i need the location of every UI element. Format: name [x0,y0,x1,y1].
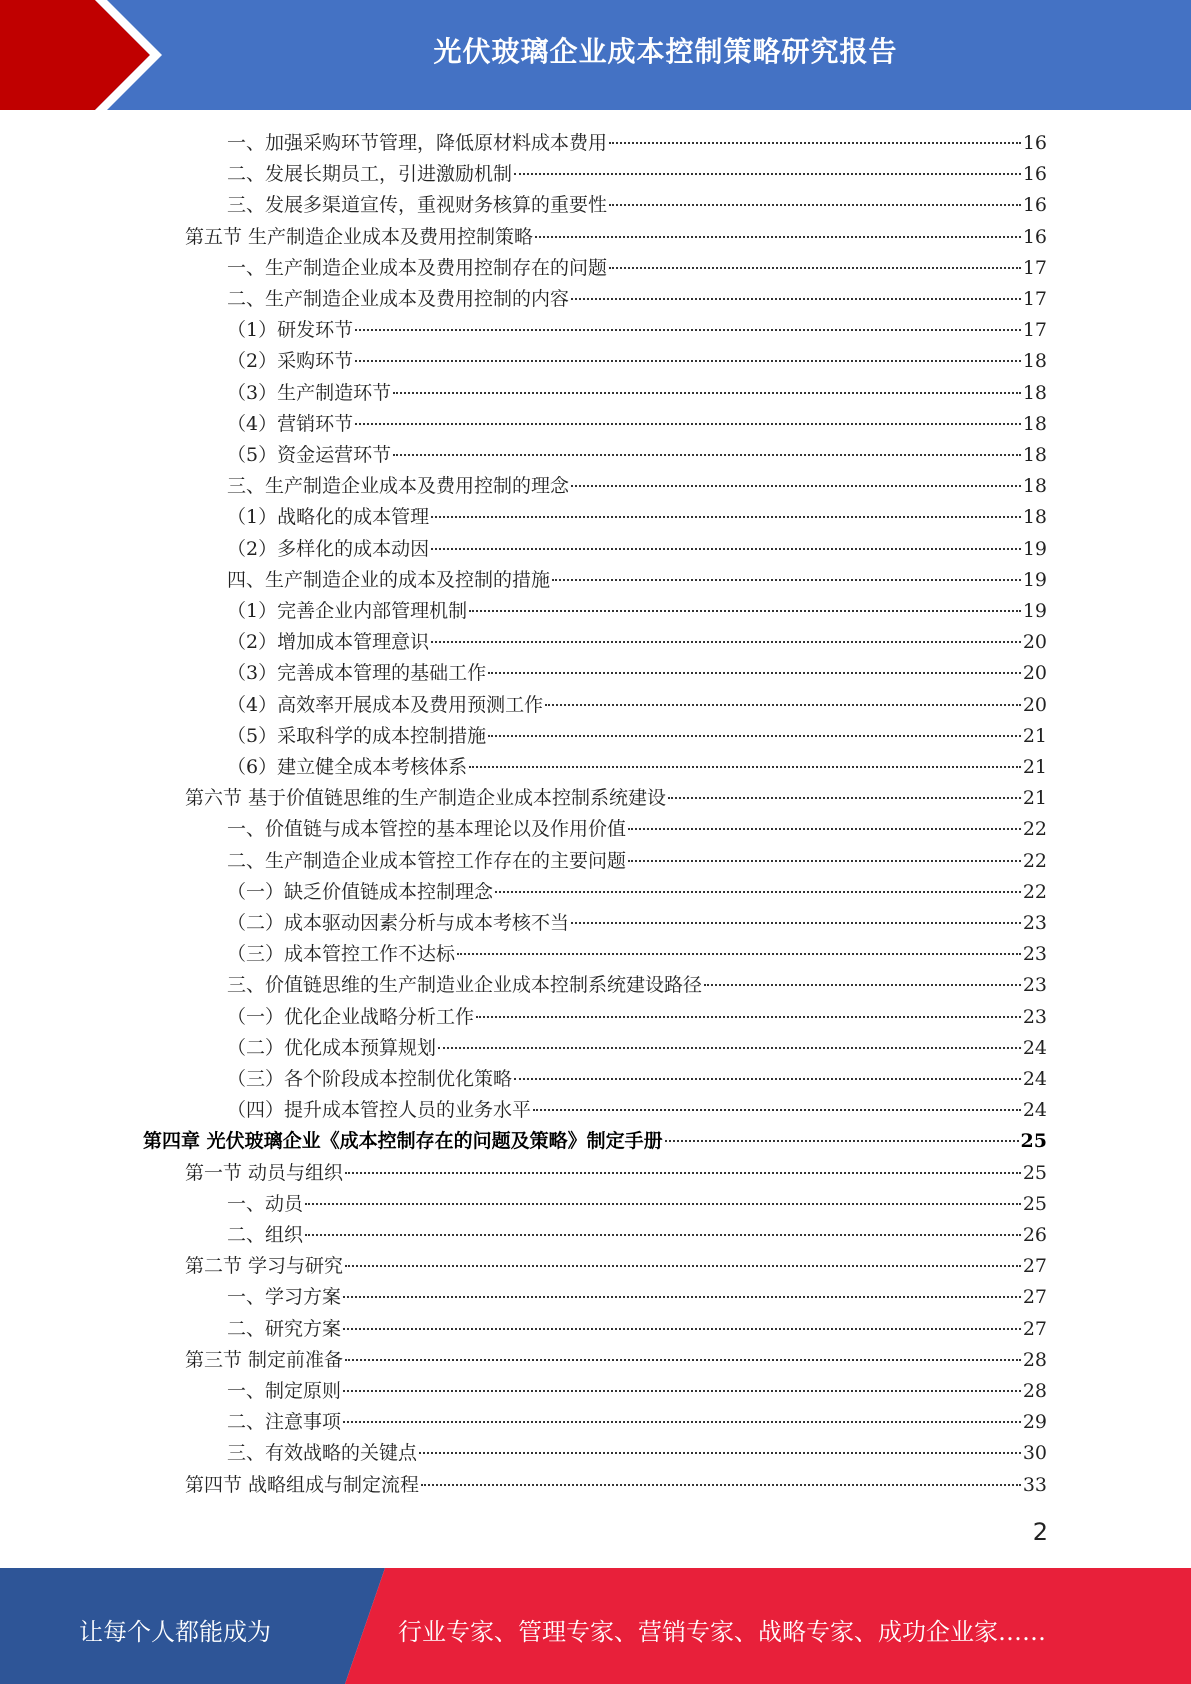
toc-entry[interactable] [227,1407,1047,1438]
toc-dot-leader [345,1172,1021,1174]
toc-entry-page: 27 [1022,1317,1047,1340]
toc-entry[interactable] [227,1282,1047,1313]
toc-entry[interactable] [227,690,1047,721]
toc-entry-page: 18 [1022,350,1047,373]
toc-entry[interactable] [227,128,1047,159]
toc-entry-title: （四）提升成本管控人员的业务水平 [227,1099,532,1122]
toc-dot-leader [704,984,1021,986]
toc-entry[interactable] [185,1470,1047,1501]
toc-dot-leader [345,1359,1021,1361]
toc-entry-title: （2）增加成本管理意识 [227,631,430,654]
toc-entry-page: 19 [1022,537,1047,560]
toc-entry[interactable] [227,159,1047,190]
toc-entry-title: （4）营销环节 [227,412,354,435]
toc-dot-leader [609,267,1021,269]
toc-entry-title: 第六节 基于价值链思维的生产制造企业成本控制系统建设 [185,787,667,810]
toc-dot-leader [552,579,1021,581]
toc-entry-page: 19 [1022,600,1047,622]
toc-entry[interactable] [185,1345,1047,1376]
toc-entry-title: 第四章 光伏玻璃企业《成本控制存在的问题及策略》制定手册 [143,1130,663,1153]
toc-entry-title: （2）多样化的成本动因 [227,537,430,560]
toc-entry-page: 20 [1022,693,1047,716]
toc-entry[interactable] [227,471,1047,502]
toc-dot-leader [665,1140,1019,1142]
toc-entry[interactable] [227,565,1047,596]
toc-entry-title: 三、发展多渠道宣传，重视财务核算的重要性 [227,194,608,217]
toc-dot-leader [345,1265,1021,1267]
toc-entry[interactable] [227,1220,1047,1251]
toc-entry[interactable] [227,190,1047,221]
toc-entry-title: （4）高效率开展成本及费用预测工作 [227,693,544,716]
toc-entry-title: 二、生产制造企业成本管控工作存在的主要问题 [227,849,627,872]
toc-entry-title: （1）完善企业内部管理机制 [227,600,468,622]
toc-entry-page: 26 [1022,1224,1047,1246]
toc-entry-page: 28 [1022,1380,1047,1402]
toc-dot-leader [609,204,1021,206]
toc-entry[interactable] [143,1126,1047,1157]
toc-entry-title: 一、学习方案 [227,1286,342,1309]
toc-entry-title: 第四节 战略组成与制定流程 [185,1473,420,1496]
toc-dot-leader [545,704,1021,706]
toc-entry-page: 20 [1022,662,1047,685]
toc-entry-title: （5）采取科学的成本控制措施 [227,724,487,747]
toc-entry-page: 25 [1022,1192,1047,1215]
toc-dot-leader [343,1296,1021,1298]
toc-entry[interactable] [227,534,1047,565]
toc-entry-title: （三）各个阶段成本控制优化策略 [227,1068,513,1090]
toc-dot-leader [571,298,1021,300]
toc-entry[interactable] [227,1095,1047,1126]
toc-entry-page: 27 [1022,1255,1047,1278]
toc-dot-leader [421,1484,1021,1486]
toc-dot-leader [393,392,1021,394]
toc-entry-page: 18 [1022,506,1047,529]
toc-entry[interactable] [227,253,1047,284]
toc-entry[interactable] [227,908,1047,939]
toc-entry-title: （2）采购环节 [227,350,354,373]
page-footer [0,1568,1191,1684]
toc-dot-leader [438,1047,1021,1049]
page-number: 2 [1032,1518,1048,1546]
toc-entry[interactable] [227,1376,1047,1407]
toc-entry-page: 21 [1022,724,1047,747]
toc-entry-page: 23 [1022,912,1047,934]
toc-dot-leader [488,672,1021,674]
toc-entry-page: 25 [1022,1161,1047,1184]
toc-entry-page: 23 [1022,1005,1047,1028]
toc-entry[interactable] [227,658,1047,689]
toc-entry-page: 16 [1022,225,1047,248]
toc-entry-title: （二）成本驱动因素分析与成本考核不当 [227,912,570,934]
toc-dot-leader [514,173,1021,175]
toc-entry[interactable] [227,502,1047,533]
toc-entry[interactable] [227,814,1047,845]
toc-dot-leader [305,1234,1021,1236]
toc-dot-leader [571,922,1021,924]
toc-entry-title: 一、动员 [227,1192,304,1215]
toc-entry-title: 一、生产制造企业成本及费用控制存在的问题 [227,256,608,279]
toc-entry[interactable] [185,1251,1047,1282]
toc-entry[interactable] [185,222,1047,253]
toc-entry-title: （3）生产制造环节 [227,381,392,404]
toc-entry-page: 17 [1022,319,1047,342]
toc-entry-title: （3）完善成本管理的基础工作 [227,662,487,685]
toc-entry[interactable] [227,970,1047,1001]
toc-entry[interactable] [227,877,1047,908]
toc-entry-title: （1）研发环节 [227,319,354,342]
toc-dot-leader [514,1078,1021,1080]
toc-entry-title: （二）优化成本预算规划 [227,1036,437,1059]
toc-entry-page: 24 [1022,1099,1047,1122]
toc-dot-leader [355,360,1021,362]
toc-entry[interactable] [227,284,1047,315]
toc-dot-leader [431,641,1021,643]
toc-entry-page: 21 [1022,756,1047,778]
toc-entry[interactable] [227,1033,1047,1064]
toc-dot-leader [533,1109,1021,1111]
toc-entry-title: 一、制定原则 [227,1380,342,1402]
toc-entry-page: 19 [1022,568,1047,591]
toc-entry-page: 25 [1020,1130,1047,1153]
toc-entry-page: 23 [1022,974,1047,997]
toc-entry[interactable] [227,939,1047,970]
toc-entry-title: （6）建立健全成本考核体系 [227,756,468,778]
toc-dot-leader [343,1421,1021,1423]
toc-entry-page: 23 [1022,943,1047,966]
toc-dot-leader [476,1016,1021,1018]
toc-dot-leader [343,1390,1021,1392]
toc-dot-leader [609,142,1021,144]
toc-entry-title: 二、注意事项 [227,1411,342,1434]
toc-entry-page: 18 [1022,412,1047,435]
toc-entry-title: （一）优化企业战略分析工作 [227,1005,475,1028]
toc-entry-page: 29 [1022,1411,1047,1434]
toc-dot-leader [495,891,1021,893]
toc-entry-page: 16 [1022,194,1047,217]
toc-entry-title: 二、生产制造企业成本及费用控制的内容 [227,288,570,310]
toc-entry[interactable] [227,752,1047,783]
toc-entry[interactable] [227,1438,1047,1469]
toc-entry-title: （三）成本管控工作不达标 [227,943,456,966]
toc-entry[interactable] [227,1064,1047,1095]
toc-dot-leader [469,610,1021,612]
toc-dot-leader [469,766,1021,768]
toc-entry-title: 第五节 生产制造企业成本及费用控制策略 [185,225,534,248]
footer-slogan-left: 让每个人都能成为 [79,1618,271,1646]
toc-entry-title: 三、价值链思维的生产制造业企业成本控制系统建设路径 [227,974,703,997]
toc-entry-title: 三、生产制造企业成本及费用控制的理念 [227,475,570,498]
document-title: 光伏玻璃企业成本控制策略研究报告 [433,35,898,68]
toc-entry-page: 20 [1022,631,1047,654]
toc-entry-page: 27 [1022,1286,1047,1309]
toc-entry-title: 第二节 学习与研究 [185,1255,344,1278]
toc-entry[interactable] [227,378,1047,409]
toc-entry-page: 33 [1022,1473,1047,1496]
toc-dot-leader [571,485,1021,487]
toc-entry-page: 22 [1022,880,1047,903]
toc-entry[interactable] [227,346,1047,377]
toc-dot-leader [355,329,1021,331]
toc-entry[interactable] [227,409,1047,440]
toc-entry-title: 二、组织 [227,1224,304,1246]
toc-dot-leader [668,797,1021,799]
toc-entry-page: 21 [1022,787,1047,810]
toc-entry-title: 二、发展长期员工，引进激励机制 [227,163,513,186]
toc-entry-page: 16 [1022,163,1047,186]
toc-dot-leader [419,1452,1021,1454]
toc-entry-title: 第三节 制定前准备 [185,1348,344,1371]
toc-dot-leader [343,1328,1021,1330]
toc-dot-leader [393,454,1021,456]
toc-entry-title: 二、研究方案 [227,1317,342,1340]
toc-entry-page: 16 [1022,132,1047,154]
toc-dot-leader [628,828,1021,830]
toc-dot-leader [488,735,1021,737]
toc-entry-page: 30 [1022,1442,1047,1465]
toc-entry[interactable] [227,1002,1047,1033]
toc-entry-page: 28 [1022,1348,1047,1371]
toc-dot-leader [305,1203,1021,1205]
footer-slogan-right: 行业专家、管理专家、营销专家、战略专家、成功企业家…… [398,1618,1046,1646]
toc-entry-title: （5）资金运营环节 [227,444,392,466]
toc-entry-title: 三、有效战略的关键点 [227,1442,418,1465]
toc-entry[interactable] [227,627,1047,658]
toc-entry-page: 22 [1022,849,1047,872]
toc-dot-leader [431,516,1021,518]
toc-entry[interactable] [227,315,1047,346]
toc-entry-page: 18 [1022,381,1047,404]
toc-entry[interactable] [227,440,1047,471]
toc-entry[interactable] [185,783,1047,814]
toc-entry-page: 18 [1022,475,1047,498]
toc-dot-leader [628,860,1021,862]
toc-dot-leader [457,953,1021,955]
toc-entry-page: 24 [1022,1068,1047,1090]
toc-dot-leader [355,423,1021,425]
toc-entry-page: 22 [1022,818,1047,841]
toc-dot-leader [535,236,1021,238]
toc-entry-title: 一、加强采购环节管理，降低原材料成本费用 [227,132,608,154]
toc-entry-page: 17 [1022,256,1047,279]
toc-entry-title: 四、生产制造企业的成本及控制的措施 [227,568,551,591]
toc-entry-page: 17 [1022,288,1047,310]
toc-entry-page: 18 [1022,444,1047,466]
toc-entry[interactable] [227,721,1047,752]
toc-entry-title: （一）缺乏价值链成本控制理念 [227,880,494,903]
toc-entry[interactable] [227,1314,1047,1345]
toc-entry[interactable] [227,1189,1047,1220]
toc-dot-leader [431,548,1021,550]
toc-entry[interactable] [185,1158,1047,1189]
toc-entry-page: 24 [1022,1036,1047,1059]
toc-entry[interactable] [227,596,1047,627]
toc-entry-title: 一、价值链与成本管控的基本理论以及作用价值 [227,818,627,841]
toc-entry-title: 第一节 动员与组织 [185,1161,344,1184]
toc-entry-title: （1）战略化的成本管理 [227,506,430,529]
page-header [0,0,1191,110]
toc-entry[interactable] [227,846,1047,877]
